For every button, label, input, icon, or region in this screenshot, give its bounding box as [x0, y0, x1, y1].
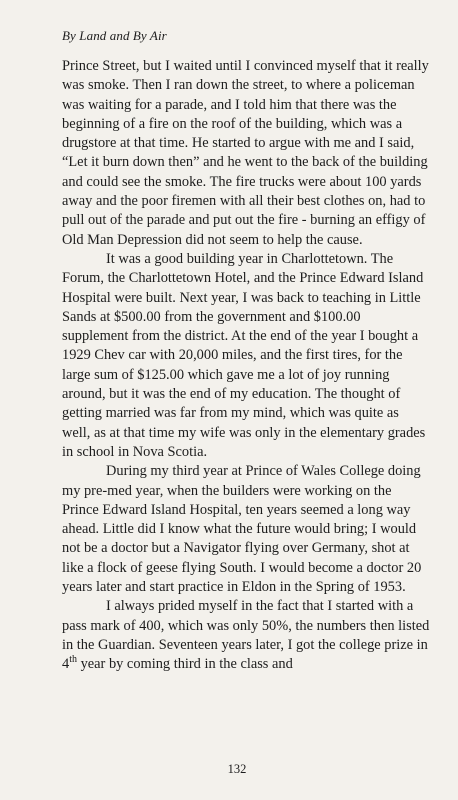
body-text [62, 57, 430, 675]
running-head-title: By Land and By Air [62, 28, 167, 43]
paragraph-4 [62, 597, 430, 674]
paragraph-4-text-after: year by coming third in the class and [76, 656, 293, 673]
paragraph-1: Prince Street, but I waited until I convinced myself that it really was smoke. Then I ran down the street, to where a policeman was waiting for a parade, and I told him that there was the beginning of a fire on the roof of the building, which was a drugstore at that time. He started to argue with me and I said, “Let it burn down then” and he went to the back of the building and could see the smoke. The fire trucks were about 100 yards away and the poor firemen with all their best clothes on, had to pull out of the parade and put out the fire - burning an effigy of Old Man Depression did not seem to help the cause. [62, 58, 429, 248]
paragraph-2: It was a good building year in Charlottetown. The Forum, the Charlottetown Hotel, and the Prince Edward Island Hospital were built. Next year, I was back to teaching in Little Sands at $500.00 from the government and $100.00 supplement from the district. At the end of the year I bought a 1929 Chev car with 20,000 miles, and the first tires, for the large sum of $125.00 which gave me a lot of joy running around, but it was the end of my education. The thought of getting married was far from my mind, which was quite as well, as at that time my wife was only in the elementary grades in school in Nova Scotia. [62, 250, 426, 460]
page-number: 132 [227, 762, 247, 776]
paragraph-4-text-before: I always prided myself in the fact that I started with a pass mark of 400, which was only 50%, the numbers then listed in the Guardian. Seventeen years later, I got the college prize in 4 [62, 598, 430, 673]
ordinal-superscript: th [69, 654, 77, 666]
paragraph-3: During my third year at Prince of Wales College doing my pre-med year, when the builders were working on the Prince Edward Island Hospital, ten years seemed a long way ahead. Little did I know what the future would bring; I would not be a doctor but a Navigator flying over Germany, shot at like a flock of geese flying South. I would become a doctor 20 years later and start practice in Eldon in the Spring of 1953. [62, 463, 422, 596]
